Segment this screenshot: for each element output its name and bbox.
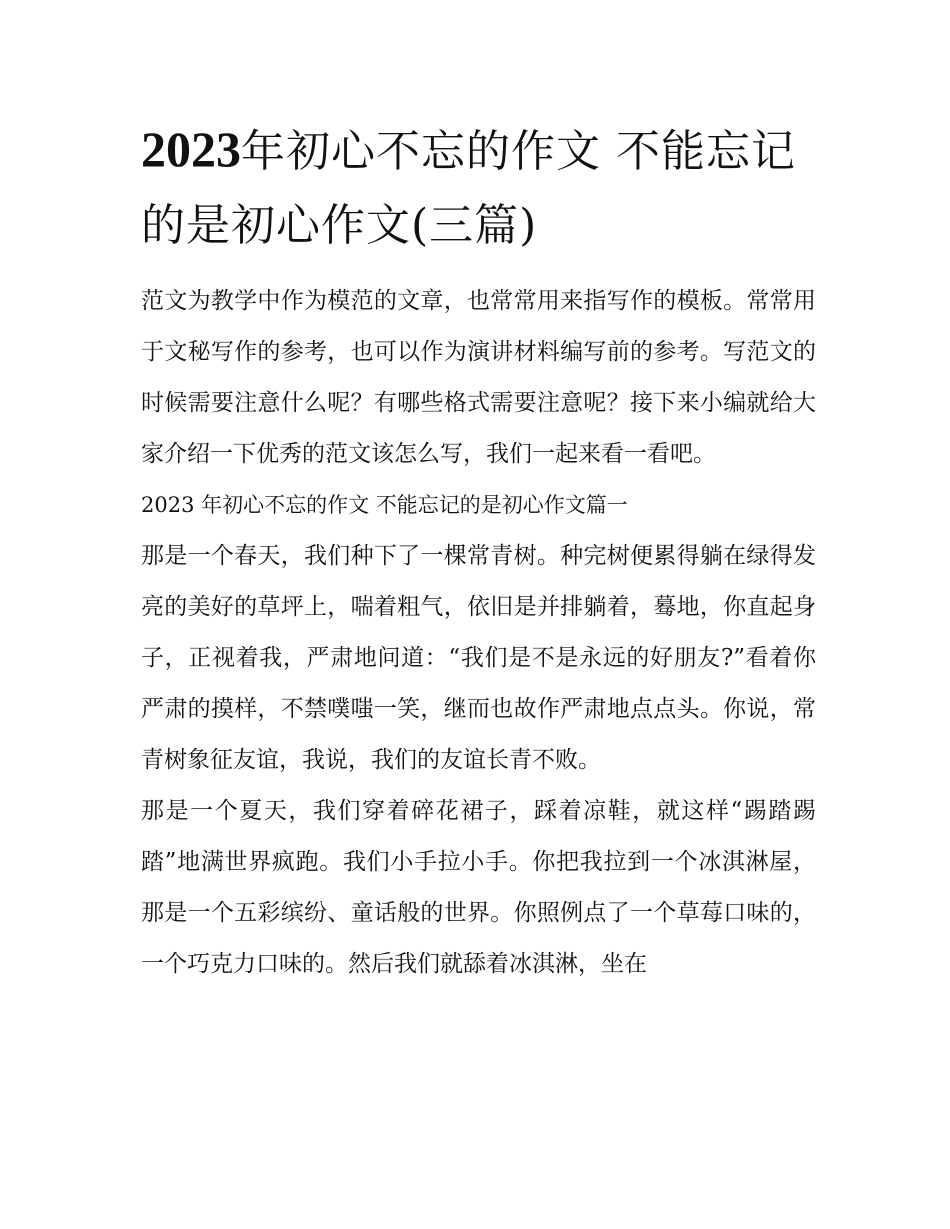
body-paragraph: 那是一个春天，我们种下了一棵常青树。种完树便累得躺在绿得发亮的美好的草坪上，喘着粗气，依旧是并排躺着，蓦地，你直起身子，正视着我，严肃地问道：“我们是不是永远的好朋友?”看着你严肃的摸样，不禁噗嗤一笑，继而也故作严肃地点点头。你说，常青树象征友谊，我说，我们的友谊长青不败。 (141, 543, 816, 773)
section-heading: 2023 年初心不忘的作文 不能忘记的是初心作文篇一 (141, 493, 628, 517)
title-text: 年初心不忘的作文 不能忘记的是初心作文(三篇) (141, 126, 796, 251)
intro-paragraph: 范文为教学中作为模范的文章，也常常用来指写作的模板。常常用于文秘写作的参考，也可以作为演讲材料编写前的参考。写范文的时候需要注意什么呢？有哪些格式需要注意呢？接下来小编就给大家介绍一下优秀的范文该怎么写，我们一起来看一看吧。 (141, 288, 816, 467)
body-paragraph: 那是一个夏天，我们穿着碎花裙子，踩着凉鞋，就这样“踢踏踢踏”地满世界疯跑。我们小手拉小手。你把我拉到一个冰淇淋屋，那是一个五彩缤纷、童话般的世界。你照例点了一个草莓口味的，一个巧克力口味的。然后我们就舔着冰淇淋，坐在 (141, 798, 816, 977)
document-title (141, 112, 821, 263)
title-year: 2023 (141, 121, 241, 177)
document-body (141, 276, 816, 990)
